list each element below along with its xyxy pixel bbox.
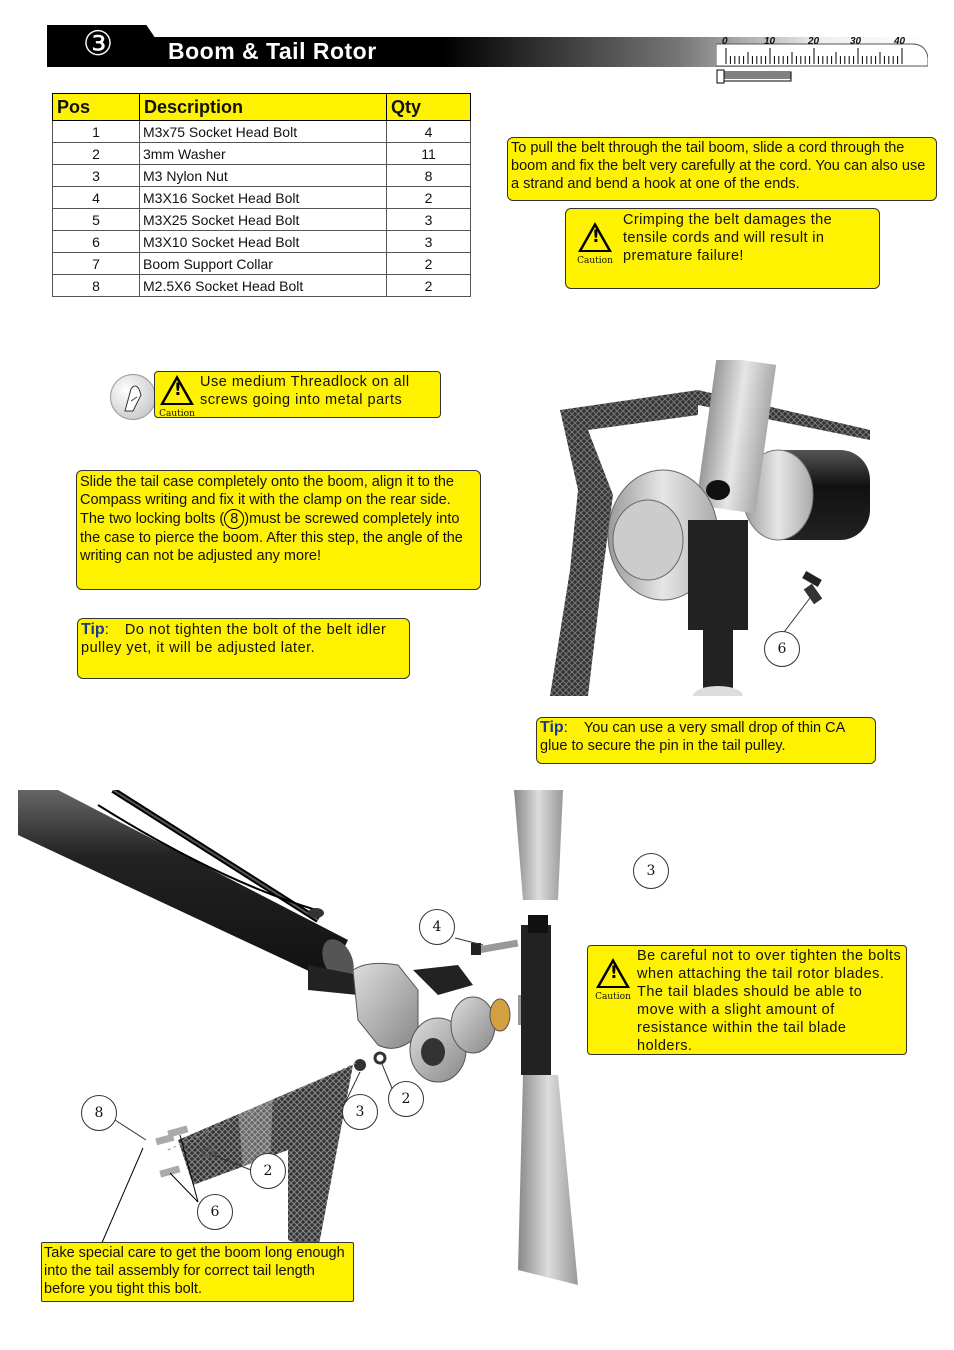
ca-tip-note: Tip: You can use a very small drop of thin CA glue to secure the pin in the tail pulley. <box>536 717 876 764</box>
table-row <box>53 209 471 231</box>
belt-pull-note <box>507 137 937 201</box>
caution-label: Caution <box>159 409 195 419</box>
tip-label: Tip <box>540 719 564 736</box>
qty-cell: 4 <box>387 121 471 143</box>
qty-cell: 2 <box>387 275 471 297</box>
description-cell: 3mm Washer <box>140 143 387 165</box>
qty-cell: 2 <box>387 253 471 275</box>
tail-pulley-illustration <box>548 360 870 696</box>
qty-cell: 3 <box>387 231 471 253</box>
qty-cell: 2 <box>387 187 471 209</box>
thread-icon <box>110 374 156 420</box>
threadlock-caution-note <box>154 371 441 418</box>
caution-label: Caution <box>577 256 613 266</box>
ruler-label-0: 0 <box>722 36 728 47</box>
caution-sign <box>157 375 197 423</box>
col-qty: Qty <box>387 94 471 121</box>
callout-3-top: 3 <box>633 853 669 889</box>
tip-idler-text: Do not tighten the bolt of the belt idler pulley yet, it will be adjusted later. <box>81 622 387 656</box>
boom-length-text: Take special care to get the boom long enough into the tail assembly for correct tail length before you tight this bolt. <box>44 1245 345 1297</box>
table-row <box>53 253 471 275</box>
pos-cell: 3 <box>53 165 140 187</box>
description-cell: Boom Support Collar <box>140 253 387 275</box>
description-cell: M3x75 Socket Head Bolt <box>140 121 387 143</box>
callout-6-top: 6 <box>764 631 800 667</box>
callout-8: 8 <box>81 1095 117 1131</box>
tail-case-note <box>76 470 481 590</box>
qty-cell: 8 <box>387 165 471 187</box>
table-row <box>53 187 471 209</box>
threadlock-text: Use medium Threadlock on all screws going into metal parts <box>200 374 410 408</box>
pos-cell: 8 <box>53 275 140 297</box>
warning-icon: ! <box>578 222 612 252</box>
pos-cell: 2 <box>53 143 140 165</box>
pos-cell: 6 <box>53 231 140 253</box>
warning-icon: ! <box>596 958 630 988</box>
pos-cell: 4 <box>53 187 140 209</box>
description-cell: M3X10 Socket Head Bolt <box>140 231 387 253</box>
caution-sign <box>592 958 634 1006</box>
belt-pull-text: To pull the belt through the tail boom, slide a cord through the boom and fix the belt very carefully at the cord. You can also use a strand and bend a hook at one of the ends. <box>511 140 926 192</box>
pos-cell: 1 <box>53 121 140 143</box>
tail-case-text-2: )must be screwed completely into the case to pierce the boom. After this step, the angle of the writing can not be adjusted any more! <box>80 511 463 564</box>
ruler-graphic <box>716 36 928 86</box>
description-cell: M3X16 Socket Head Bolt <box>140 187 387 209</box>
ruler-label-30: 30 <box>850 36 862 47</box>
ruler-label-20: 20 <box>808 36 820 47</box>
caution-label: Caution <box>595 992 631 1002</box>
page-title: Boom & Tail Rotor <box>168 38 377 64</box>
tip-label: Tip <box>81 621 105 638</box>
table-row <box>53 165 471 187</box>
caution-sign <box>573 222 617 270</box>
parts-table <box>52 93 471 297</box>
crimping-caution-note <box>565 208 880 289</box>
boom-length-note <box>41 1242 354 1302</box>
inline-callout-8: 8 <box>224 509 244 529</box>
callout-6-low: 6 <box>197 1194 233 1230</box>
tip-ca-text: You can use a very small drop of thin CA glue to secure the pin in the tail pulley. <box>540 720 845 754</box>
callout-4: 4 <box>419 909 455 945</box>
col-pos: Pos <box>53 94 140 121</box>
blades-caution-note <box>587 945 907 1055</box>
exploded-tail-illustration <box>18 790 578 1290</box>
table-row <box>53 275 471 297</box>
table-row <box>53 231 471 253</box>
blades-text: Be careful not to over tighten the bolts when attaching the tail rotor blades. The tail blades should be able to move with a slight amount of resistance within the tail blade holders. <box>637 948 902 1054</box>
crimping-text: Crimping the belt damages the tensile cords and will result in premature failure! <box>623 212 833 264</box>
callout-3-mid: 3 <box>342 1094 378 1130</box>
callout-2-mid: 2 <box>388 1081 424 1117</box>
pos-cell: 5 <box>53 209 140 231</box>
description-cell: M3 Nylon Nut <box>140 165 387 187</box>
idler-tip-note: Tip: Do not tighten the bolt of the belt idler pulley yet, it will be adjusted later. <box>77 618 410 679</box>
description-cell: M3X25 Socket Head Bolt <box>140 209 387 231</box>
warning-icon: ! <box>160 375 194 405</box>
qty-cell: 3 <box>387 209 471 231</box>
table-row <box>53 121 471 143</box>
tail-case-text-1: Slide the tail case completely onto the boom, align it to the Compass writing and fix it with the clamp on the rear side. The two locking bolts ( <box>80 474 454 527</box>
parts-table-header <box>53 94 471 121</box>
callout-2-low: 2 <box>250 1153 286 1189</box>
ruler-label-10: 10 <box>764 36 776 47</box>
pos-cell: 7 <box>53 253 140 275</box>
description-cell: M2.5X6 Socket Head Bolt <box>140 275 387 297</box>
col-description: Description <box>140 94 387 121</box>
ruler-label-40: 40 <box>894 36 906 47</box>
qty-cell: 11 <box>387 143 471 165</box>
step-number: ③ <box>82 24 114 64</box>
table-row <box>53 143 471 165</box>
